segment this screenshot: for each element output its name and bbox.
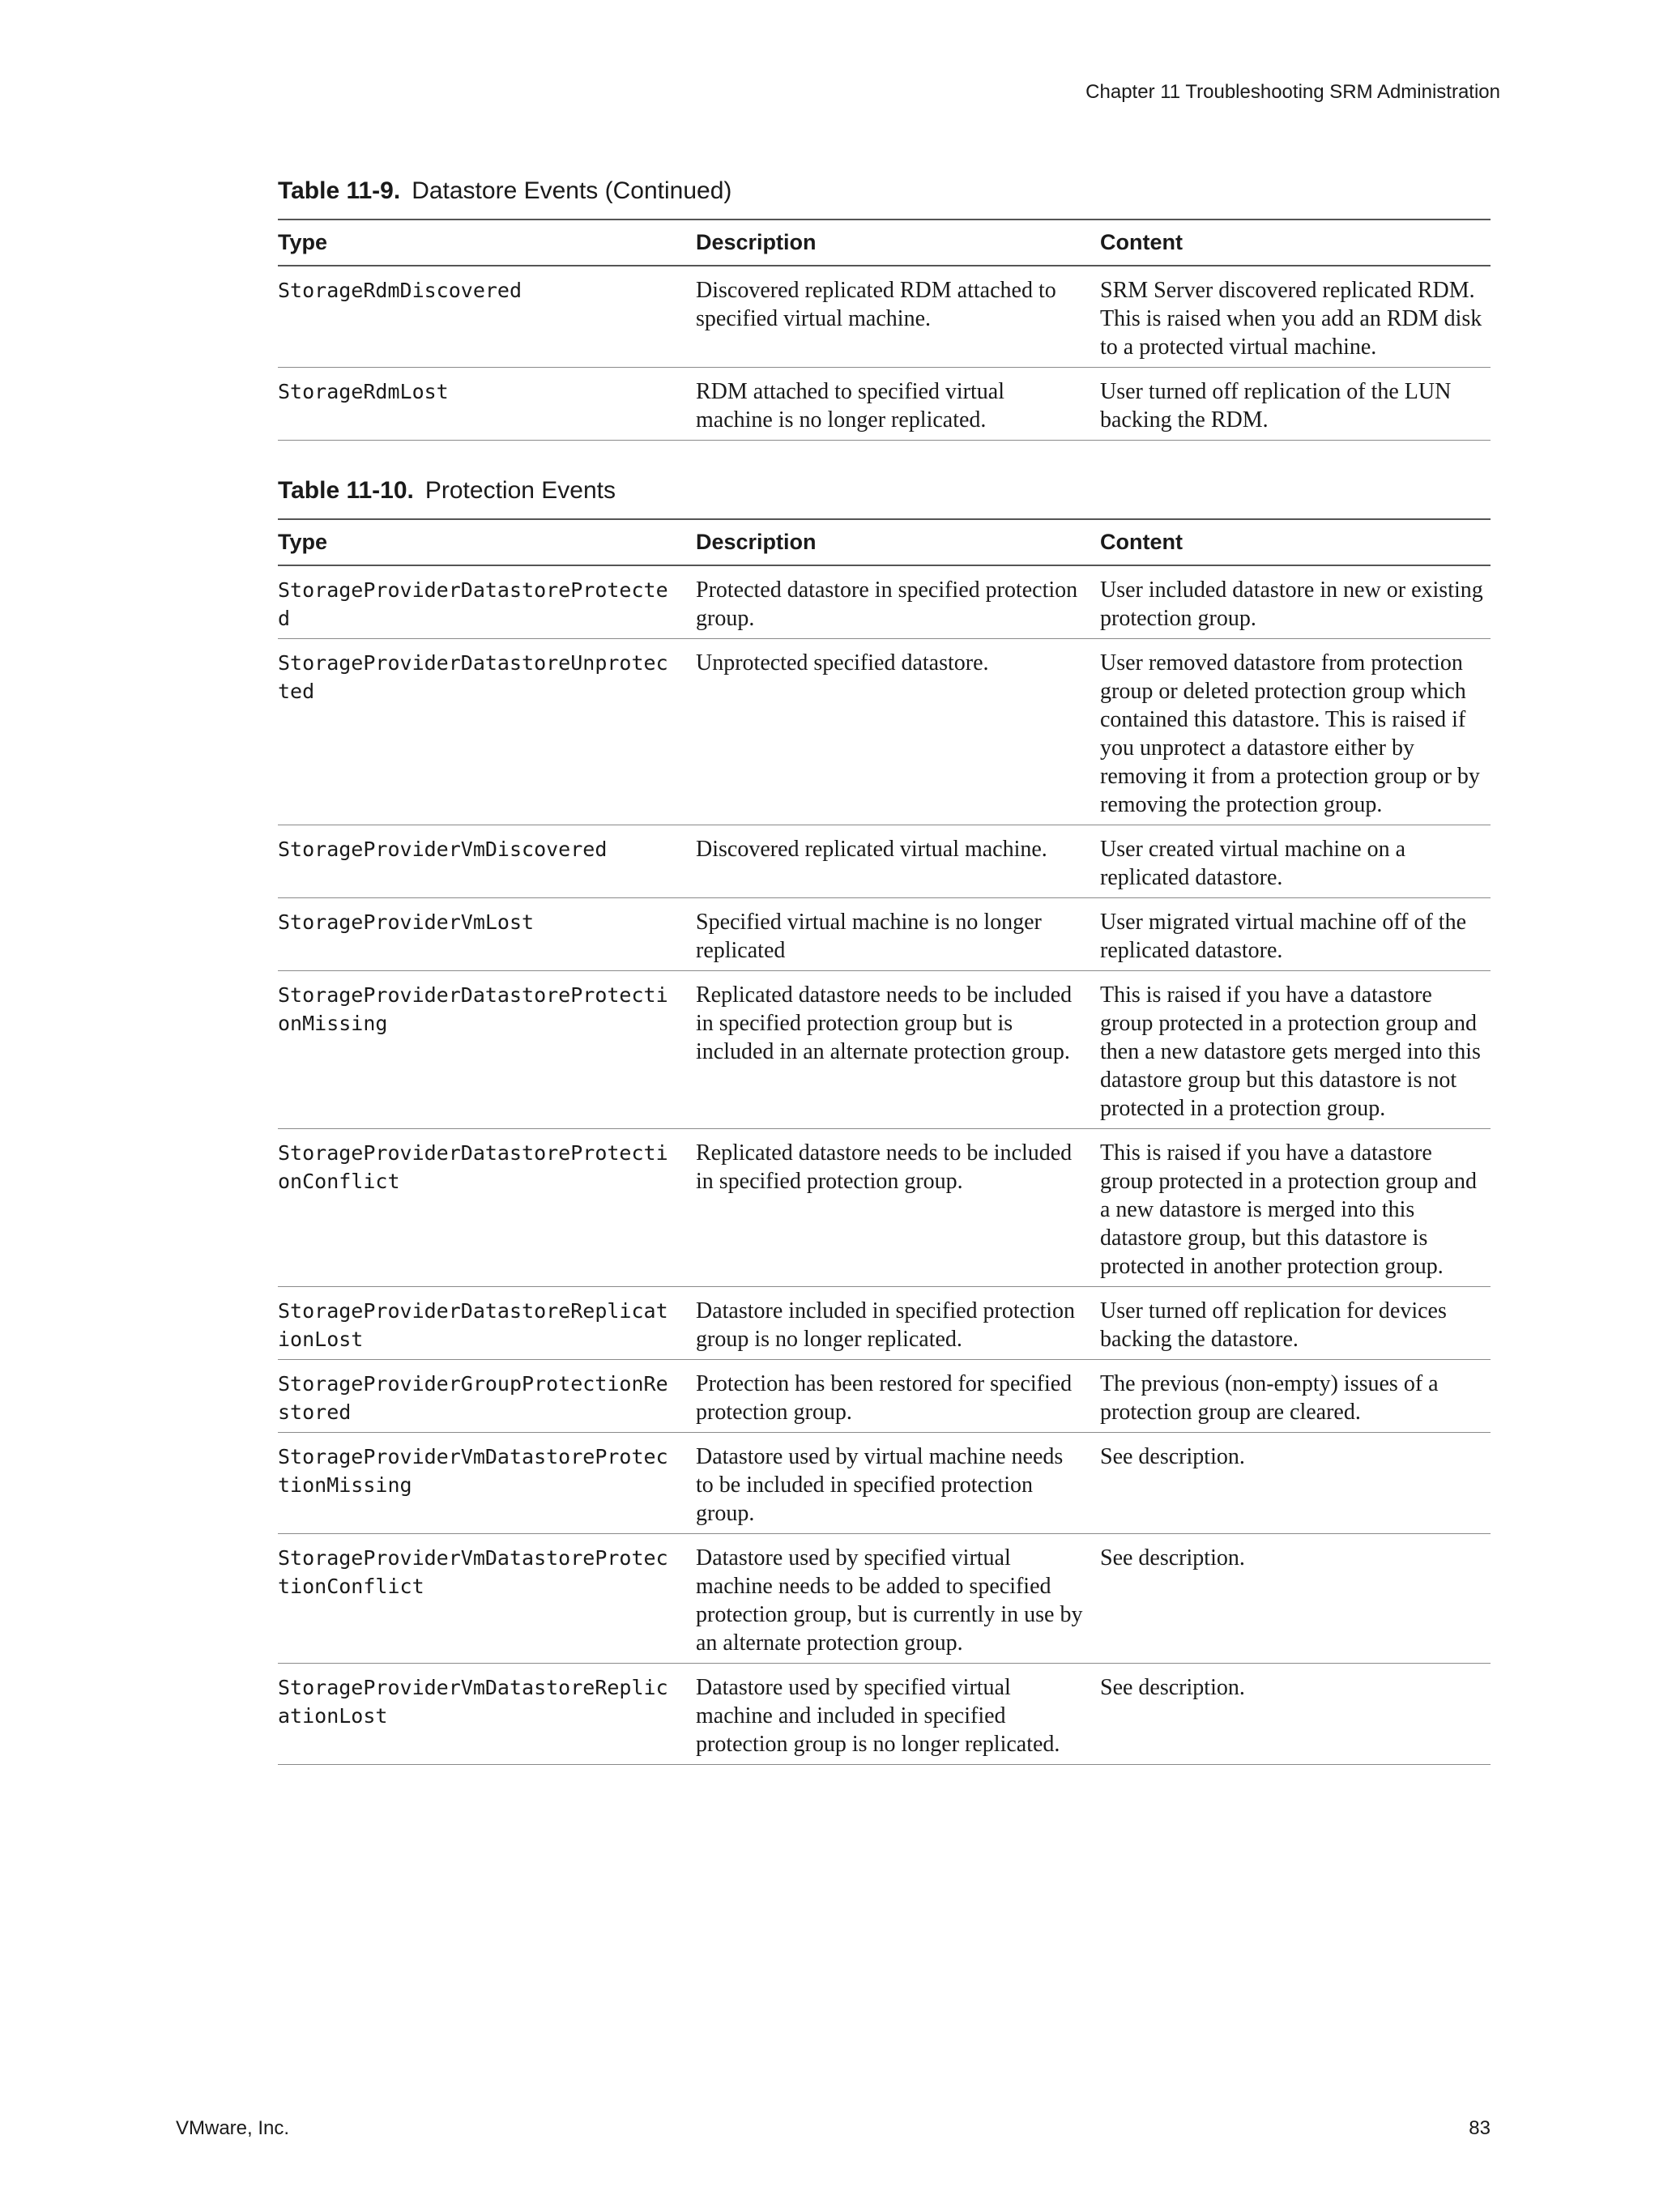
table-row	[278, 1433, 1491, 1534]
event-content: User included datastore in new or existing protection group.	[1100, 565, 1491, 639]
table-row	[278, 368, 1491, 441]
table-header-row	[278, 519, 1491, 565]
page-number: 83	[1469, 2117, 1491, 2139]
event-type: StorageProviderVmDatastoreProtectionConflict	[278, 1534, 696, 1664]
column-header-description: Description	[696, 219, 1100, 266]
table-row	[278, 1360, 1491, 1433]
event-content: User turned off replication of the LUN backing the RDM.	[1100, 368, 1491, 441]
event-description: Replicated datastore needs to be included in specified protection group.	[696, 1129, 1100, 1287]
event-type: StorageProviderDatastoreReplicationLost	[278, 1287, 696, 1360]
event-description: Protected datastore in specified protection group.	[696, 565, 1100, 639]
table-number: Table 11-9.	[278, 177, 401, 204]
event-type: StorageProviderDatastoreProtected	[278, 565, 696, 639]
table-row	[278, 565, 1491, 639]
event-content: User turned off replication for devices backing the datastore.	[1100, 1287, 1491, 1360]
footer-company: VMware, Inc.	[176, 2117, 290, 2139]
page-content	[278, 173, 1491, 1797]
table-row	[278, 639, 1491, 825]
event-description: Discovered replicated virtual machine.	[696, 825, 1100, 898]
event-content: The previous (non-empty) issues of a protection group are cleared.	[1100, 1360, 1491, 1433]
event-type: StorageProviderVmDiscovered	[278, 825, 696, 898]
event-description: Datastore used by specified virtual machine and included in specified protection group is no longer replicated.	[696, 1664, 1100, 1765]
event-description: Replicated datastore needs to be included in specified protection group but is included in an alternate protection group.	[696, 971, 1100, 1129]
column-header-description: Description	[696, 519, 1100, 565]
event-content: See description.	[1100, 1433, 1491, 1534]
event-type: StorageRdmDiscovered	[278, 266, 696, 368]
event-content: User removed datastore from protection group or deleted protection group which contained this datastore. This is raised if you unprotect a datastore either by removing it from a protection group or by removing the protection group.	[1100, 639, 1491, 825]
event-description: Discovered replicated RDM attached to specified virtual machine.	[696, 266, 1100, 368]
event-type: StorageProviderGroupProtectionRestored	[278, 1360, 696, 1433]
datastore-events-table	[278, 219, 1491, 441]
table-row	[278, 825, 1491, 898]
table-row	[278, 971, 1491, 1129]
table-header-row	[278, 219, 1491, 266]
event-description: Datastore used by virtual machine needs to be included in specified protection group.	[696, 1433, 1100, 1534]
event-description: Specified virtual machine is no longer replicated	[696, 898, 1100, 971]
event-description: Datastore used by specified virtual machine needs to be added to specified protection group, but is currently in use by an alternate protection group.	[696, 1534, 1100, 1664]
event-type: StorageProviderVmDatastoreReplicationLost	[278, 1664, 696, 1765]
column-header-content: Content	[1100, 519, 1491, 565]
table-caption	[278, 173, 1491, 209]
event-description: RDM attached to specified virtual machine is no longer replicated.	[696, 368, 1100, 441]
event-content: User migrated virtual machine off of the replicated datastore.	[1100, 898, 1491, 971]
table-number: Table 11-10.	[278, 477, 414, 504]
event-description: Datastore included in specified protection group is no longer replicated.	[696, 1287, 1100, 1360]
table-row	[278, 1664, 1491, 1765]
column-header-type: Type	[278, 219, 696, 266]
event-description: Protection has been restored for specified protection group.	[696, 1360, 1100, 1433]
event-type: StorageProviderVmDatastoreProtectionMissing	[278, 1433, 696, 1534]
column-header-type: Type	[278, 519, 696, 565]
table-row	[278, 1534, 1491, 1664]
table-caption	[278, 473, 1491, 509]
event-type: StorageProviderDatastoreProtectionMissing	[278, 971, 696, 1129]
table-row	[278, 898, 1491, 971]
table-title: Datastore Events (Continued)	[412, 177, 732, 204]
event-description: Unprotected specified datastore.	[696, 639, 1100, 825]
event-content: See description.	[1100, 1534, 1491, 1664]
protection-events-table	[278, 518, 1491, 1765]
event-type: StorageProviderDatastoreProtectionConflict	[278, 1129, 696, 1287]
table-title: Protection Events	[424, 477, 616, 504]
column-header-content: Content	[1100, 219, 1491, 266]
event-content: This is raised if you have a datastore group protected in a protection group and a new datastore is merged into this datastore group, but this datastore is protected in another protection group.	[1100, 1129, 1491, 1287]
table-row	[278, 266, 1491, 368]
running-header: Chapter 11 Troubleshooting SRM Administration	[1085, 81, 1500, 103]
event-type: StorageProviderVmLost	[278, 898, 696, 971]
table-row	[278, 1129, 1491, 1287]
event-type: StorageRdmLost	[278, 368, 696, 441]
table-row	[278, 1287, 1491, 1360]
event-type: StorageProviderDatastoreUnprotected	[278, 639, 696, 825]
event-content: See description.	[1100, 1664, 1491, 1765]
event-content: SRM Server discovered replicated RDM. This is raised when you add an RDM disk to a protected virtual machine.	[1100, 266, 1491, 368]
event-content: This is raised if you have a datastore group protected in a protection group and then a new datastore gets merged into this datastore group but this datastore is not protected in a protection group.	[1100, 971, 1491, 1129]
event-content: User created virtual machine on a replicated datastore.	[1100, 825, 1491, 898]
